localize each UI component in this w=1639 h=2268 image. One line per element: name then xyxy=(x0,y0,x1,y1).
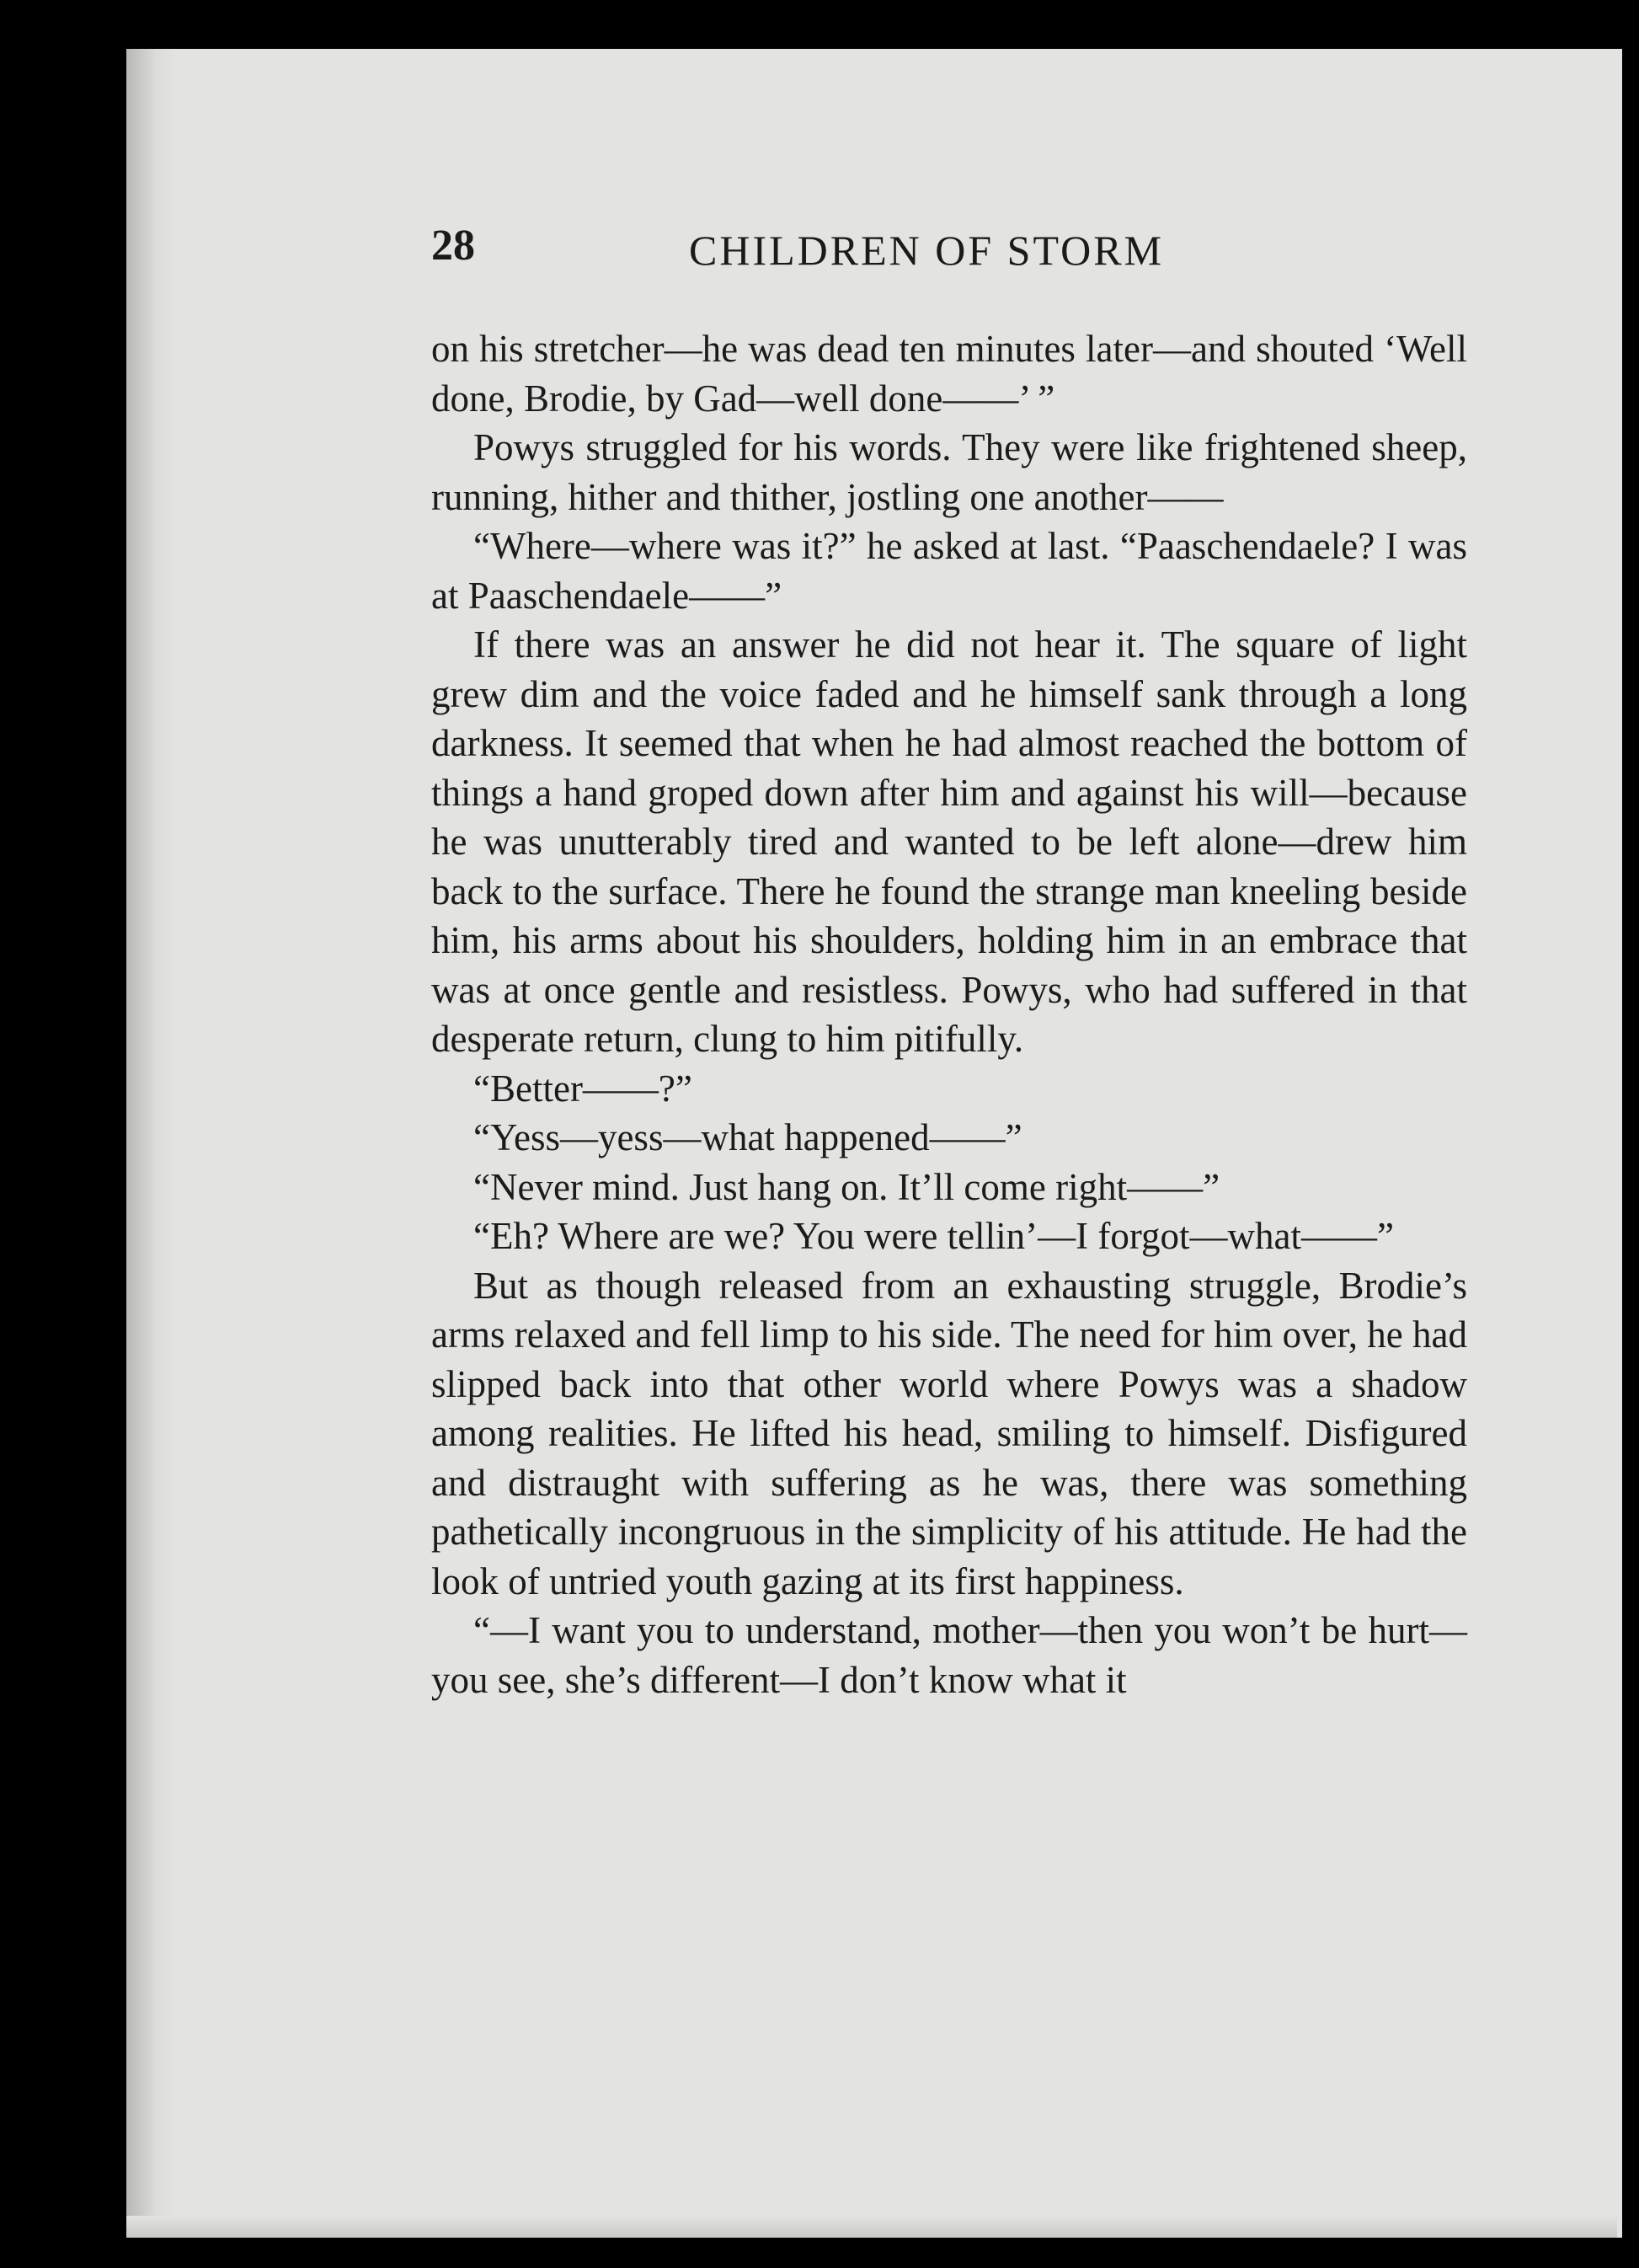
paragraph: “Yess—yess—what happened——” xyxy=(473,1116,1022,1158)
body-text xyxy=(431,324,1467,1704)
paragraph: on his stretcher—he was dead ten minutes later—and shouted ‘Well done, Brodie, by Gad—well done——’ ” xyxy=(431,328,1467,420)
paragraph: “Where—where was it?” he asked at last. “Paaschendaele? I was at Paaschendaele——” xyxy=(431,525,1467,617)
paragraph: “Eh? Where are we? You were tellin’—I forgot—what——” xyxy=(473,1215,1394,1257)
page-bottom-edge xyxy=(126,2216,1617,2238)
paragraph: “Better——?” xyxy=(473,1067,692,1110)
page-gutter-shadow xyxy=(126,49,177,2238)
paragraph: “—I want you to understand, mother—then you won’t be hurt—you see, she’s different—I don’t know what it xyxy=(431,1609,1467,1701)
paragraph: “Never mind. Just hang on. It’ll come right——” xyxy=(473,1165,1220,1208)
paragraph: If there was an answer he did not hear it. The square of light grew dim and the voice faded and he himself sank through a long darkness. It seemed that when he had almost reached the bottom of things a hand groped down after him and against his will—because he was unutterably tired and wanted to be left alone—drew him back to the surface. There he found the strange man kneeling beside him, his arms about his shoulders, holding him in an embrace that was at once gentle and resistless. Powys, who had suffered in that desperate return, clung to him pitifully. xyxy=(431,623,1467,1060)
paragraph: But as though released from an exhausting struggle, Brodie’s arms relaxed and fell limp to his side. The need for him over, he had slipped back into that other world where Powys was a shadow among realities. He lifted his head, smiling to himself. Disfigured and distraught with suffering as he was, there was something pathetically incongruous in the simplicity of his attitude. He had the look of untried youth gazing at its first happiness. xyxy=(431,1264,1467,1602)
paragraph: Powys struggled for his words. They were like frightened sheep, running, hither and thither, jostling one another—— xyxy=(431,426,1467,518)
page-header xyxy=(431,221,1467,280)
page-number: 28 xyxy=(431,222,475,270)
running-title: CHILDREN OF STORM xyxy=(689,227,1165,274)
